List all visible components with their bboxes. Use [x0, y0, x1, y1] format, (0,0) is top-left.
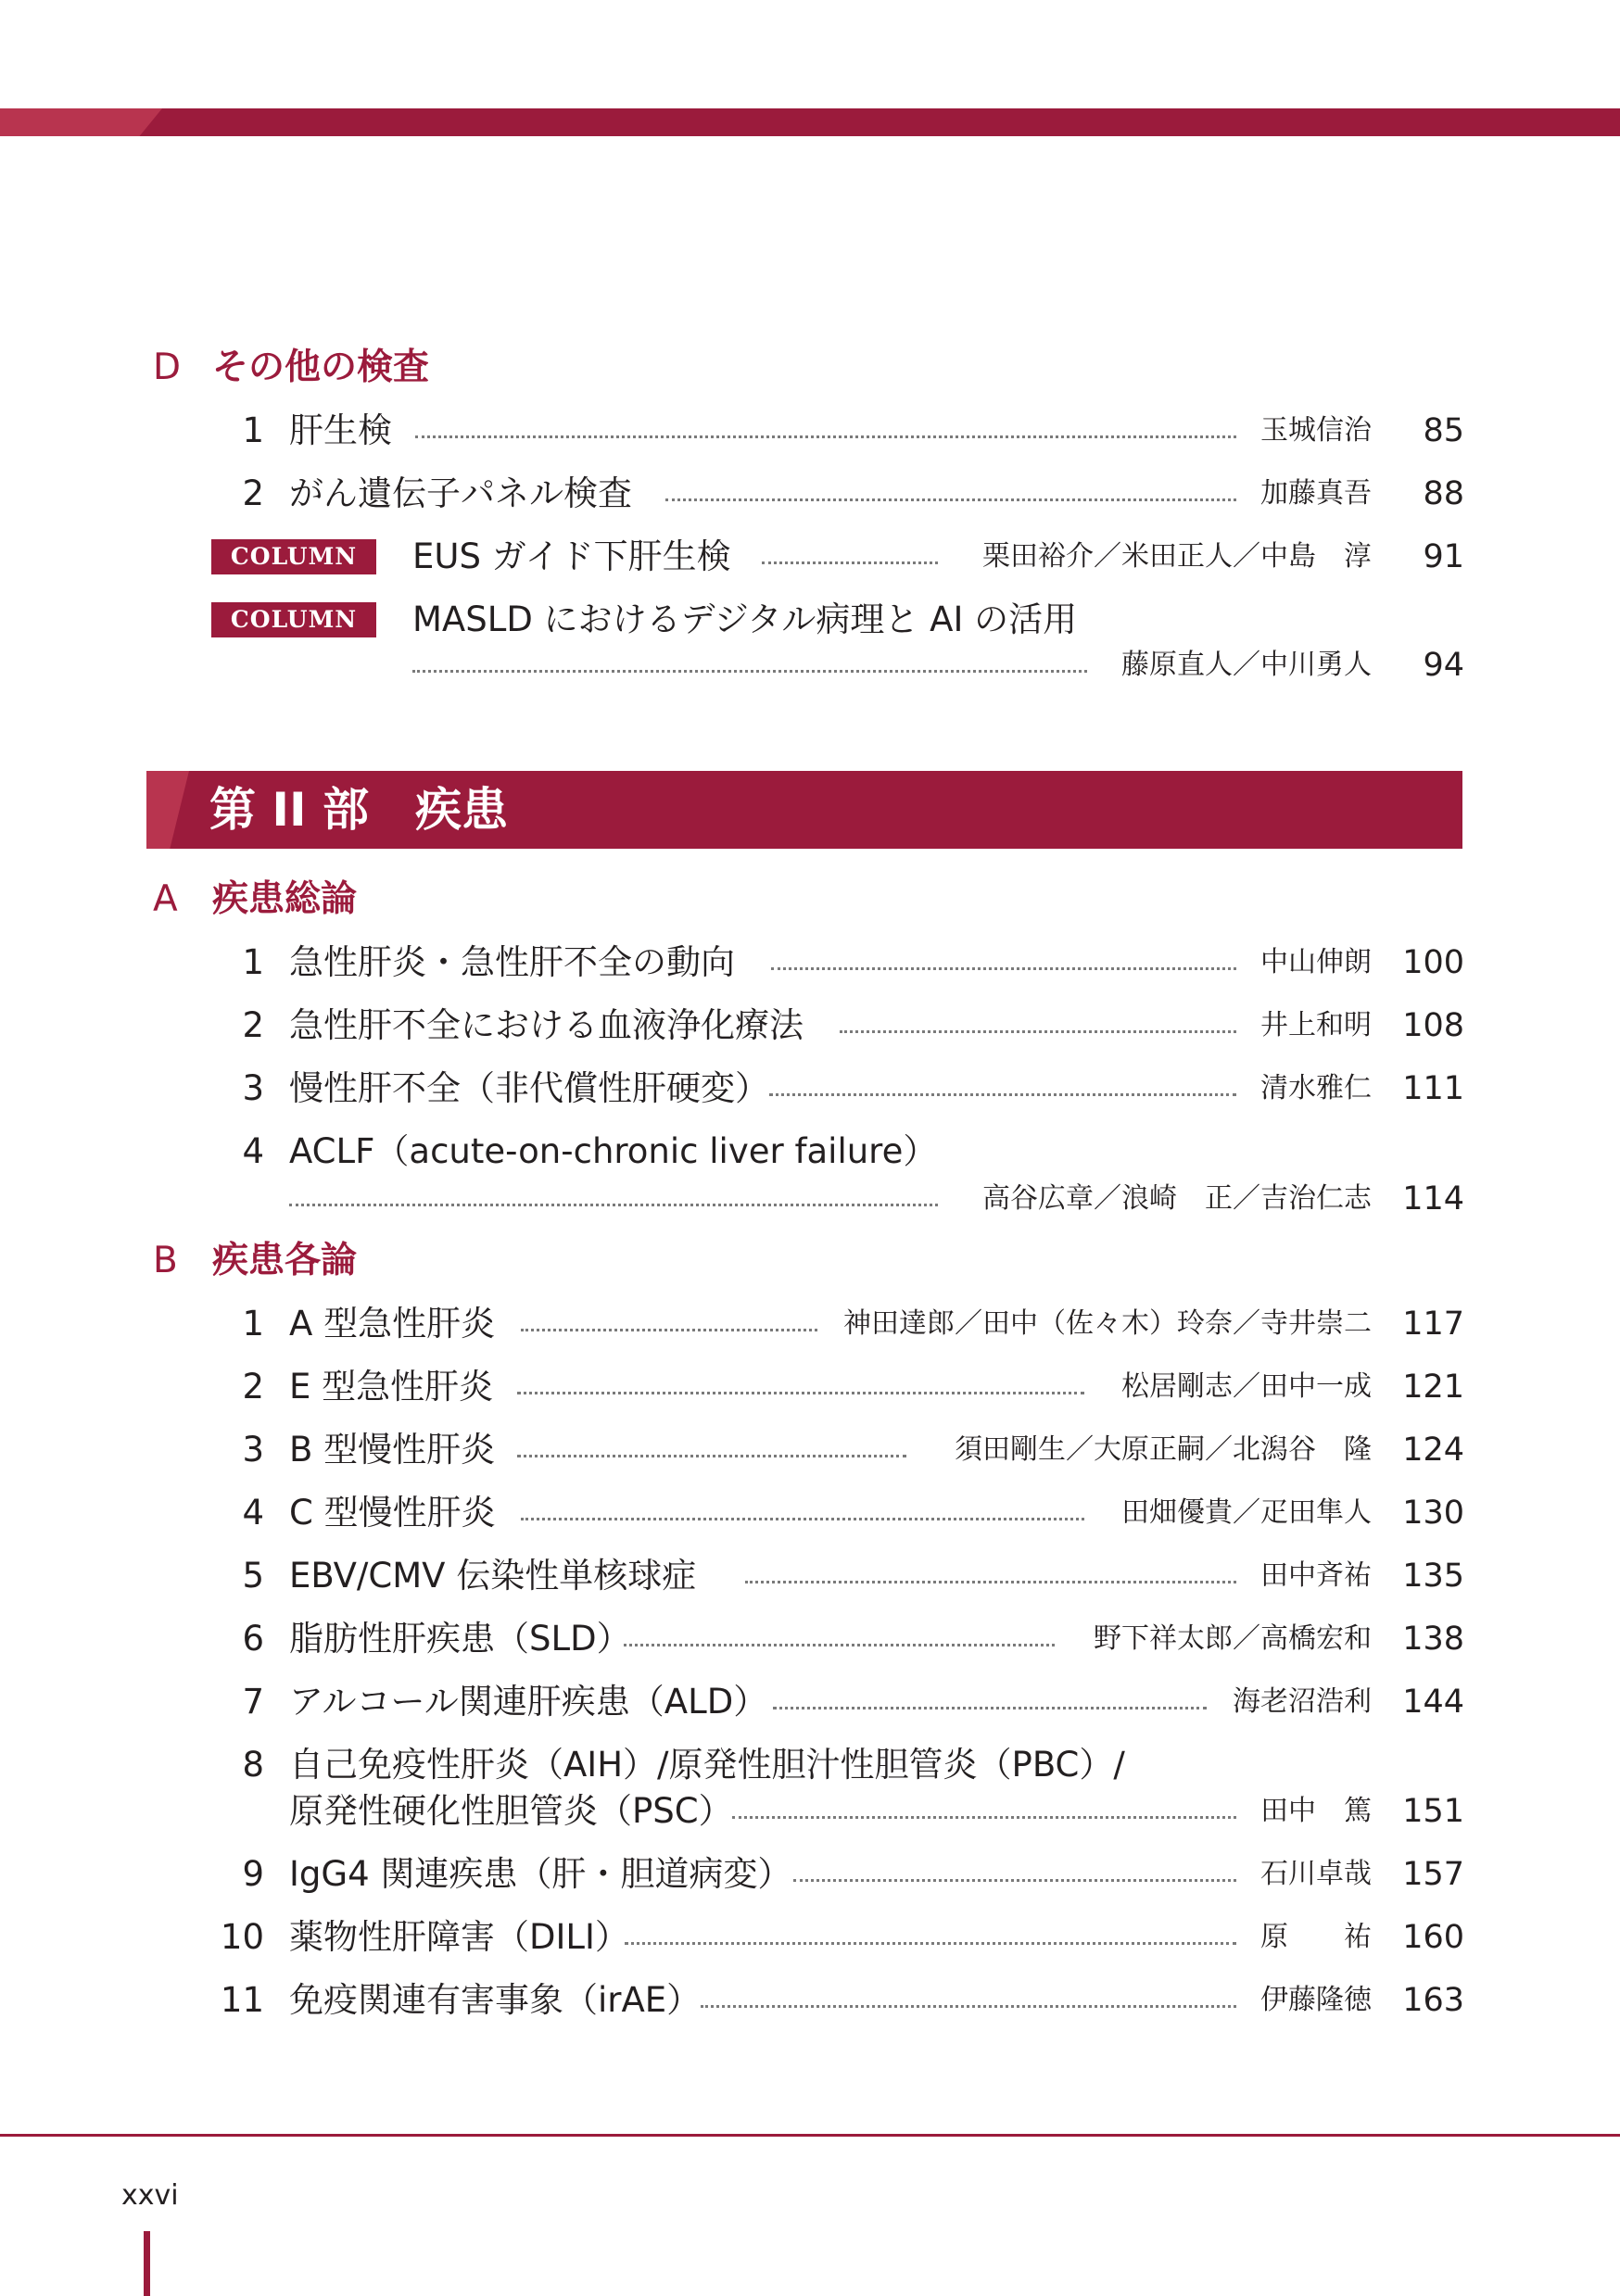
- entry-page: 130: [1402, 1495, 1464, 1532]
- entry-author: 田中 篤: [1260, 1795, 1372, 1827]
- toc-entry[interactable]: [0, 1489, 1620, 1537]
- entry-number: 2: [242, 473, 264, 513]
- toc-entry[interactable]: [0, 1678, 1620, 1726]
- toc-entry[interactable]: [0, 1976, 1620, 2025]
- dot-leader: [793, 1879, 1236, 1882]
- toc-entry[interactable]: [0, 1741, 1620, 1789]
- entry-author: 松居剛志／田中一成: [1121, 1370, 1372, 1403]
- dot-leader: [624, 1644, 1055, 1646]
- toc-entry[interactable]: [0, 1426, 1620, 1474]
- entry-author: 藤原直人／中川勇人: [1121, 649, 1372, 681]
- toc-entry[interactable]: [0, 1913, 1620, 1962]
- entry-title: B 型慢性肝炎: [289, 1430, 496, 1470]
- entry-author: 伊藤隆徳: [1260, 1984, 1372, 2016]
- entry-page: 135: [1402, 1558, 1464, 1595]
- dot-leader: [521, 1518, 1084, 1520]
- section-letter: A: [153, 878, 178, 920]
- entry-page: 160: [1402, 1919, 1464, 1956]
- dot-leader: [840, 1030, 1236, 1033]
- toc-entry[interactable]: [0, 1615, 1620, 1663]
- entry-author: 玉城信治: [1260, 414, 1372, 447]
- entry-number: 1: [242, 1304, 264, 1344]
- toc-entry-continuation: [0, 1175, 1620, 1223]
- section-d-heading: [153, 347, 429, 388]
- entry-author: 海老沼浩利: [1233, 1685, 1372, 1718]
- toc-entry[interactable]: [0, 1552, 1620, 1600]
- entry-author: 高谷広章／浪崎 正／吉治仁志: [982, 1182, 1372, 1215]
- toc-entry[interactable]: [0, 1002, 1620, 1050]
- entry-title-continued: 原発性硬化性胆管炎（PSC）: [289, 1791, 733, 1831]
- entry-title: EUS ガイド下肝生検: [412, 536, 731, 576]
- toc-entry[interactable]: [0, 1363, 1620, 1411]
- part-heading-band: [146, 771, 1462, 849]
- entry-page: 108: [1402, 1007, 1464, 1044]
- entry-page: 85: [1423, 412, 1464, 449]
- dot-leader: [625, 1942, 1236, 1945]
- entry-title: C 型慢性肝炎: [289, 1493, 496, 1533]
- section-b-heading: [153, 1241, 357, 1281]
- dot-leader: [745, 1581, 1236, 1583]
- entry-title: 急性肝炎・急性肝不全の動向: [289, 942, 735, 982]
- entry-title: 急性肝不全における血液浄化療法: [289, 1005, 804, 1045]
- entry-page: 88: [1423, 475, 1464, 512]
- entry-author: 中山伸朗: [1260, 946, 1372, 978]
- entry-author: 原 祐: [1260, 1921, 1372, 1953]
- entry-title: 薬物性肝障害（DILI）: [289, 1917, 629, 1957]
- entry-title: A 型急性肝炎: [289, 1304, 496, 1344]
- toc-entry-continuation: [0, 1787, 1620, 1836]
- entry-author: 井上和明: [1260, 1009, 1372, 1041]
- entry-title: IgG4 関連疾患（肝・胆道病変）: [289, 1854, 792, 1894]
- entry-page: 157: [1402, 1856, 1464, 1893]
- dot-leader: [665, 498, 1236, 501]
- entry-author: 清水雅仁: [1260, 1072, 1372, 1104]
- page-number: xxvi: [121, 2179, 179, 2212]
- entry-page: 124: [1402, 1432, 1464, 1469]
- entry-page: 144: [1402, 1684, 1464, 1721]
- entry-number: 10: [220, 1917, 264, 1957]
- entry-page: 117: [1402, 1306, 1464, 1343]
- dot-leader: [769, 1093, 1236, 1096]
- toc-entry[interactable]: [0, 1300, 1620, 1348]
- dot-leader: [517, 1392, 1084, 1394]
- column-badge: COLUMN: [211, 539, 376, 574]
- entry-title: 自己免疫性肝炎（AIH）/原発性胆汁性胆管炎（PBC）/: [289, 1745, 1125, 1785]
- entry-title: 脂肪性肝疾患（SLD）: [289, 1619, 631, 1659]
- dot-leader: [762, 561, 938, 564]
- dot-leader: [517, 1455, 906, 1457]
- dot-leader: [412, 670, 1087, 673]
- entry-title: MASLD におけるデジタル病理と AI の活用: [412, 599, 1078, 639]
- entry-number: 8: [242, 1745, 264, 1785]
- dot-leader: [771, 967, 1236, 970]
- entry-number: 3: [242, 1430, 264, 1470]
- entry-page: 111: [1402, 1070, 1464, 1107]
- dot-leader: [732, 1816, 1236, 1819]
- entry-number: 1: [242, 410, 264, 450]
- entry-title: アルコール関連肝疾患（ALD）: [289, 1682, 768, 1722]
- entry-page: 121: [1402, 1369, 1464, 1406]
- entry-number: 2: [242, 1367, 264, 1407]
- entry-number: 7: [242, 1682, 264, 1722]
- header-band: [0, 108, 1620, 136]
- toc-column-entry[interactable]: [0, 533, 1620, 581]
- entry-page: 138: [1402, 1621, 1464, 1658]
- entry-title: 免疫関連有害事象（irAE）: [289, 1980, 702, 2020]
- section-title: 疾患総論: [212, 878, 358, 920]
- entry-author: 神田達郎／田中（佐々木）玲奈／寺井崇二: [843, 1307, 1372, 1340]
- toc-entry[interactable]: [0, 1065, 1620, 1113]
- toc-entry[interactable]: [0, 407, 1620, 455]
- footer-rule: [0, 2134, 1620, 2137]
- entry-page: 100: [1402, 944, 1464, 981]
- toc-entry-continuation: [0, 641, 1620, 689]
- section-title: 疾患各論: [212, 1240, 358, 1281]
- entry-author: 石川卓哉: [1260, 1858, 1372, 1890]
- entry-page: 91: [1423, 538, 1464, 575]
- dot-leader: [701, 2005, 1236, 2008]
- toc-entry[interactable]: [0, 470, 1620, 518]
- entry-number: 2: [242, 1005, 264, 1045]
- toc-entry[interactable]: [0, 939, 1620, 987]
- entry-title: E 型急性肝炎: [289, 1367, 494, 1407]
- entry-author: 栗田裕介／米田正人／中島 淳: [982, 540, 1372, 573]
- entry-page: 114: [1402, 1180, 1464, 1217]
- entry-title: EBV/CMV 伝染性単核球症: [289, 1556, 697, 1596]
- entry-page: 163: [1402, 1982, 1464, 2019]
- part-title: 第 II 部 疾患: [209, 783, 509, 837]
- section-letter: B: [153, 1240, 178, 1281]
- entry-author: 加藤真吾: [1260, 477, 1372, 510]
- toc-column-entry[interactable]: [0, 596, 1620, 644]
- entry-number: 9: [242, 1854, 264, 1894]
- entry-author: 田畑優貴／疋田隼人: [1121, 1496, 1372, 1529]
- entry-number: 6: [242, 1619, 264, 1659]
- entry-author: 須田剛生／大原正嗣／北潟谷 隆: [955, 1433, 1372, 1466]
- section-title: その他の検査: [212, 347, 430, 388]
- footer-accent-bar: [144, 2231, 150, 2296]
- section-a-heading: [153, 879, 357, 920]
- dot-leader: [289, 1204, 938, 1206]
- toc-entry[interactable]: [0, 1850, 1620, 1899]
- entry-author: 田中斉祐: [1260, 1559, 1372, 1592]
- section-letter: D: [153, 347, 182, 388]
- entry-number: 11: [220, 1980, 264, 2020]
- toc-entry[interactable]: [0, 1128, 1620, 1176]
- dot-leader: [773, 1707, 1207, 1709]
- dot-leader: [521, 1329, 817, 1331]
- entry-title: ACLF（acute-on-chronic liver failure）: [289, 1131, 938, 1171]
- entry-page: 151: [1402, 1793, 1464, 1830]
- column-badge: COLUMN: [211, 602, 376, 637]
- entry-number: 1: [242, 942, 264, 982]
- entry-number: 3: [242, 1068, 264, 1108]
- entry-title: がん遺伝子パネル検査: [289, 473, 632, 513]
- entry-title: 肝生検: [289, 410, 392, 450]
- entry-number: 4: [242, 1493, 264, 1533]
- entry-number: 4: [242, 1131, 264, 1171]
- dot-leader: [415, 435, 1236, 438]
- entry-number: 5: [242, 1556, 264, 1596]
- entry-page: 94: [1423, 647, 1464, 684]
- entry-author: 野下祥太郎／高橋宏和: [1094, 1622, 1372, 1655]
- entry-title: 慢性肝不全（非代償性肝硬変）: [289, 1068, 769, 1108]
